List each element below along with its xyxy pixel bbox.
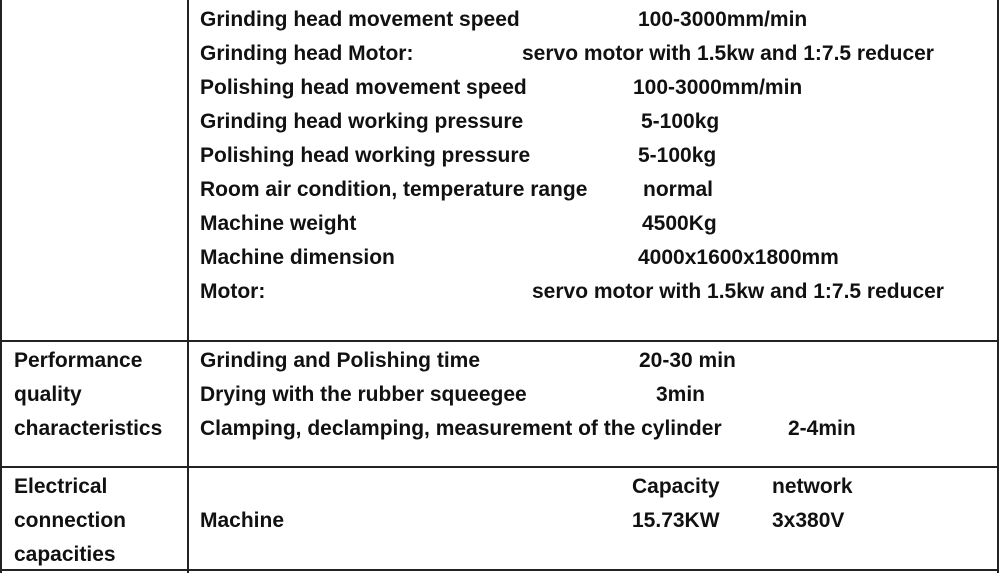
spec-value: 4000x1600x1800mm: [638, 246, 839, 269]
spec-value: 2-4min: [788, 417, 856, 440]
network-value: 3x380V: [772, 509, 845, 532]
spec-name: Grinding head movement speed: [200, 8, 520, 31]
table-right-border: [997, 0, 999, 573]
spec-value: 100-3000mm/min: [633, 76, 803, 99]
row-label-line: connection: [14, 509, 127, 532]
spec-name: Machine weight: [200, 212, 357, 235]
spec-value: 3min: [656, 383, 706, 406]
spec-name: Machine: [200, 509, 285, 532]
spec-value: 4500Kg: [642, 212, 717, 235]
spec-name: Machine dimension: [200, 246, 395, 269]
spec-value: 100-3000mm/min: [638, 8, 808, 31]
row-divider-2: [0, 466, 999, 468]
row-divider-1: [0, 340, 999, 342]
spec-name: Grinding head Motor:: [200, 42, 414, 65]
spec-name: Drying with the rubber squeegee: [200, 383, 527, 406]
spec-value: 5-100kg: [641, 110, 720, 133]
capacity-value: 15.73KW: [632, 509, 720, 532]
spec-name: Motor:: [200, 280, 266, 303]
column-divider: [187, 0, 189, 573]
network-header: network: [772, 475, 853, 498]
spec-name: Polishing head movement speed: [200, 76, 527, 99]
spec-value: 20-30 min: [639, 349, 736, 372]
spec-name: Grinding head working pressure: [200, 110, 524, 133]
table-bottom-border: [0, 569, 999, 571]
row-label-line: Performance: [14, 349, 143, 372]
spec-name: Grinding and Polishing time: [200, 349, 481, 372]
row-label-line: characteristics: [14, 417, 163, 440]
spec-value: servo motor with 1.5kw and 1:7.5 reducer: [522, 42, 934, 65]
spec-name: Polishing head working pressure: [200, 144, 531, 167]
spec-name: Room air condition, temperature range: [200, 178, 588, 201]
spec-value: servo motor with 1.5kw and 1:7.5 reducer: [532, 280, 944, 303]
spec-name: Clamping, declamping, measurement of the cylinder: [200, 417, 722, 440]
capacity-header: Capacity: [632, 475, 720, 498]
spec-value: normal: [643, 178, 714, 201]
table-left-border: [0, 0, 2, 573]
row-label-line: capacities: [14, 543, 116, 566]
spec-value: 5-100kg: [638, 144, 717, 167]
row-label-line: Electrical: [14, 475, 108, 498]
row-label-line: quality: [14, 383, 82, 406]
